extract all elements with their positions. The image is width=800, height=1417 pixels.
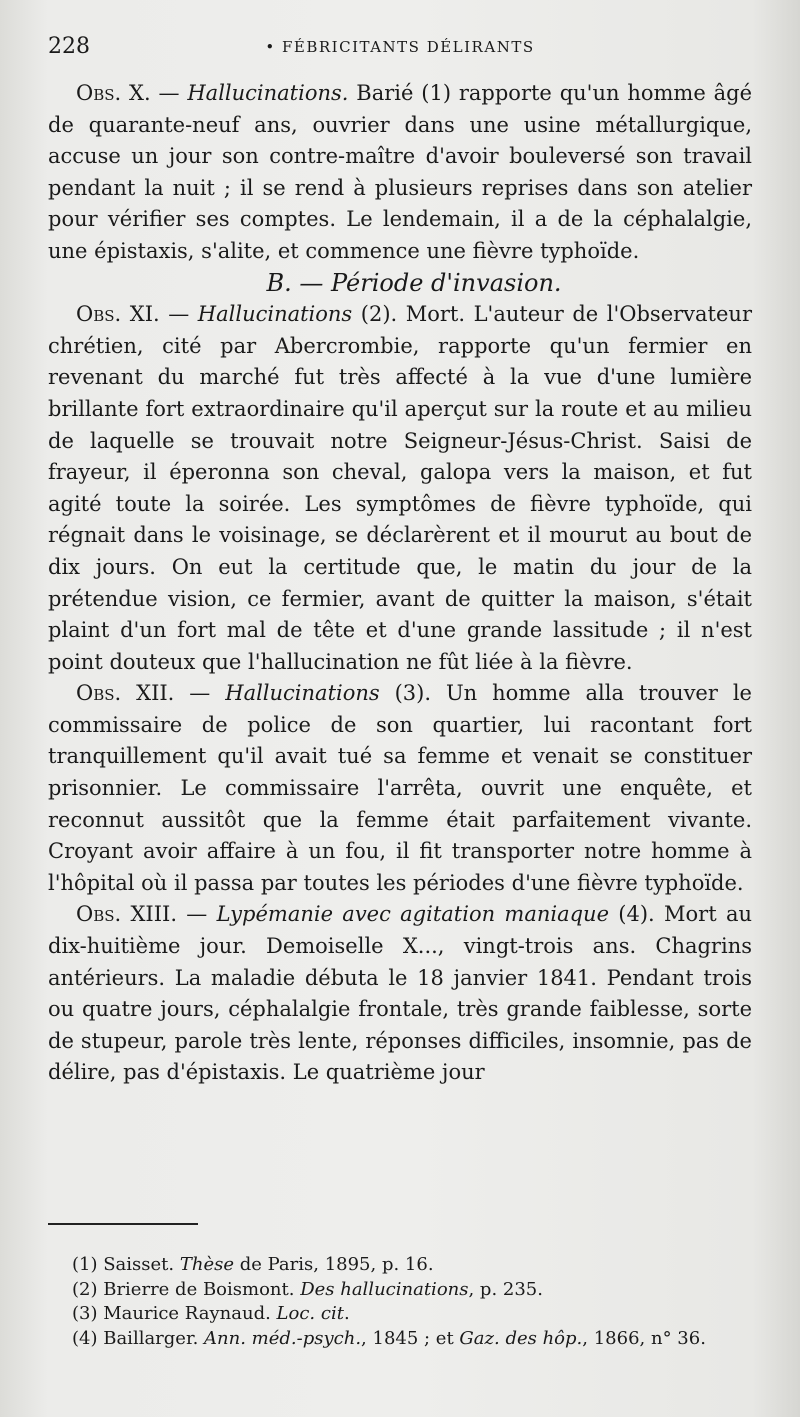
obs-text: (4). Mort au dix-huitième jour. Demoiselle X..., vingt-trois ans. Chagrins antérieurs. La maladie débuta le 18 janvier 1841. Pendant trois ou quatre jours, céphalalgie frontale, très grande faiblesse, sorte de stupeur, parole très lente, réponses difficiles, insomnie, pas de délire, pas d'épistaxis. Le quatrième jour: [48, 902, 752, 1085]
dash: —: [174, 681, 226, 706]
footnote-text: , 1845 ; et: [361, 1327, 460, 1349]
observation-13: [48, 899, 752, 1089]
dash: —: [150, 81, 188, 105]
section-title: B. — Période d'invasion.: [266, 268, 562, 297]
footnote-rule: [48, 1223, 198, 1225]
footnote-text: Maurice Raynaud.: [97, 1303, 277, 1324]
body-text: [48, 78, 752, 1089]
footnote-4: [48, 1327, 752, 1352]
obs-title: Hallucinations.: [187, 81, 349, 105]
running-title: • FÉBRICITANTS DÉLIRANTS: [265, 38, 535, 56]
footnote-text: .: [343, 1303, 350, 1324]
footnote-number: (1): [72, 1254, 98, 1275]
footnote-text: , p. 235.: [468, 1278, 543, 1300]
page-header: [48, 34, 752, 64]
footnote-text: Saisset.: [97, 1254, 180, 1275]
footnote-1: [48, 1253, 752, 1278]
footnote-italic: Gaz. des hôp.: [459, 1327, 583, 1349]
footnote-2: [48, 1278, 752, 1303]
page-number: 228: [48, 34, 90, 59]
dash: —: [177, 902, 217, 927]
obs-text: (3). Un homme alla trouver le commissaire de police de son quartier, lui racontant fort tranquillement qu'il avait tué sa femme et venait se constituer prisonnier. Le commissaire l'arrêta, ouvrit une enquête, et reconnut aussitôt que la femme était parfaitement vivante. Croyant avoir affaire à un fou, il fit transporter notre homme à l'hôpital où il passa par toutes les périodes d'une fièvre typhoïde.: [48, 681, 752, 895]
obs-label: Obs. XII.: [76, 681, 175, 706]
observation-12: [48, 678, 752, 899]
obs-label: Obs. XIII.: [76, 902, 177, 927]
footnote-number: (3): [72, 1303, 98, 1324]
footnote-number: (2): [72, 1278, 98, 1300]
footnotes: [48, 1253, 752, 1351]
footnote-3: [48, 1302, 752, 1327]
footnote-text: de Paris, 1895, p. 16.: [234, 1254, 434, 1275]
footnote-italic: Des hallucinations: [300, 1278, 469, 1300]
observation-11: [48, 299, 752, 678]
footnote-italic: Ann. méd.-psych.: [204, 1327, 362, 1349]
obs-label: Obs. X.: [76, 81, 151, 105]
obs-text: (2). Mort. L'auteur de l'Observateur chrétien, cité par Abercrombie, rapporte qu'un fermier en revenant du marché fut très affecté à la vue d'une lumière brillante fort extraordinaire qu'il aperçut sur la route et au milieu de laquelle se trouvait notre Seigneur-Jésus-Christ. Saisi de frayeur, il éperonna son cheval, galopa vers la maison, et fut agité toute la soirée. Les symptômes de fièvre typhoïde, qui régnait dans le voisinage, se déclarèrent et il mourut au bout de dix jours. On eut la certitude que, le matin du jour de la prétendue vision, ce fermier, avant de quitter la maison, s'était plaint d'un fort mal de tête et d'une grande lassitude ; il n'est point douteux que l'hallucination ne fût liée à la fièvre.: [48, 302, 752, 674]
observation-10: [48, 78, 752, 268]
footnote-text: , 1866, n° 36.: [582, 1327, 706, 1349]
obs-label: Obs. XI.: [76, 302, 160, 327]
footnote-italic: Thèse: [179, 1254, 234, 1275]
obs-text: Barié (1) rapporte qu'un homme âgé de quarante-neuf ans, ouvrier dans une usine métallurgique, accuse un jour son contre-maître d'avoir bouleversé son travail pendant la nuit ; il se rend à plusieurs reprises dans son atelier pour vérifier ses comptes. Le lendemain, il a de la céphalalgie, une épistaxis, s'alite, et commence une fièvre typhoïde.: [48, 81, 752, 263]
footnote-number: (4): [72, 1327, 98, 1349]
dash: —: [159, 302, 198, 327]
footnote-italic: Loc. cit: [276, 1303, 344, 1324]
obs-title: Lypémanie avec agitation maniaque: [216, 902, 610, 927]
footnote-text: Brierre de Boismont.: [97, 1278, 301, 1300]
obs-title: Hallucinations: [197, 302, 353, 327]
footnote-text: Baillarger.: [97, 1327, 205, 1349]
obs-title: Hallucinations: [225, 681, 380, 706]
